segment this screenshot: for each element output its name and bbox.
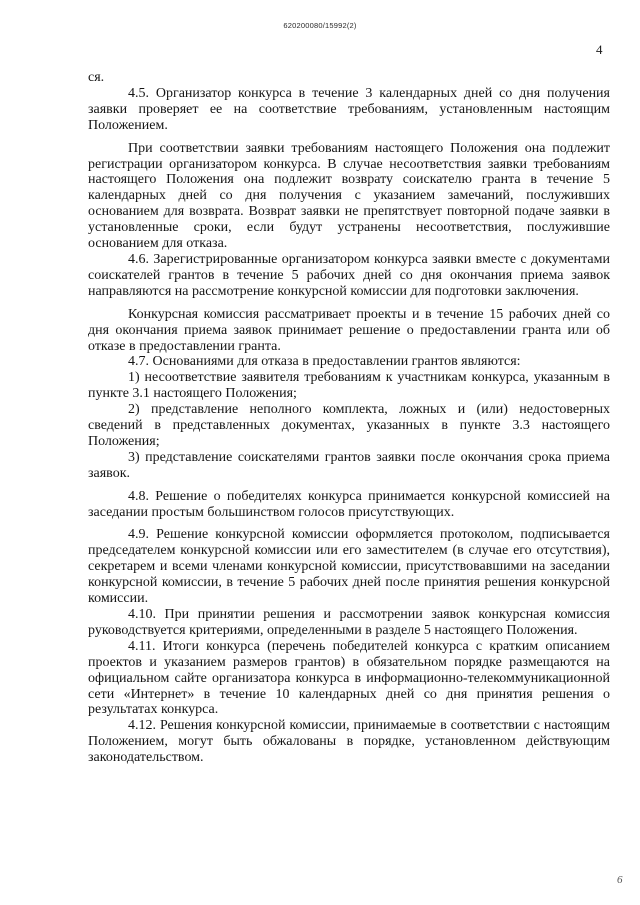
- page-number: 4: [596, 42, 603, 57]
- list-item-1: 1) несоответствие заявителя требованиям к участникам конкурса, указанным в пункте 3.1 настоящего Положения;: [88, 370, 610, 402]
- paragraph-4-5: 4.5. Организатор конкурса в течение 3 календарных дней со дня получения заявки проверяет ее на соответствие требованиям, установленным настоящим Положением.: [88, 85, 610, 133]
- document-body: [88, 70, 610, 766]
- list-item-2: 2) представление неполного комплекта, ложных и (или) недостоверных сведений в представленных документах, указанных в пункте 3.3 настоящего Положения;: [88, 402, 610, 449]
- paragraph-4-8: 4.8. Решение о победителях конкурса принимается конкурсной комиссией на заседании простым большинством голосов присутствующих.: [88, 488, 610, 520]
- paragraph-commission-review: Конкурсная комиссия рассматривает проекты и в течение 15 рабочих дней со дня окончания приема заявок принимает решение о предоставлении гранта или об отказе в предоставлении гранта.: [88, 306, 610, 354]
- list-item-3: 3) представление соискателями грантов заявки после окончания срока приема заявок.: [88, 449, 610, 481]
- paragraph-registration: При соответствии заявки требованиям настоящего Положения она подлежит регистрации организатором конкурса. В случае несоответствия заявки требованиям настоящего Положения она подлежит возврату соискателю гранта в течение 5 календарных дней со дня получения с указанием замечаний, послуживших основанием для возврата. Возврат заявки не препятствует повторной подаче заявки в установленные сроки, если будут устранены несоответствия, послужившие основанием для отказа.: [88, 140, 610, 252]
- paragraph-4-7: 4.7. Основаниями для отказа в предоставлении грантов являются:: [128, 354, 521, 370]
- corner-handwritten-mark: 6: [617, 874, 623, 886]
- paragraph-4-10: 4.10. При принятии решения и рассмотрении заявок конкурсная комиссия руководствуется критериями, определенными в разделе 5 настоящего Положения.: [88, 607, 610, 638]
- paragraph-continuation: ся.: [88, 70, 105, 85]
- document-id: 620200080/15992(2): [283, 21, 357, 30]
- paragraph-4-9: 4.9. Решение конкурсной комиссии оформляется протоколом, подписывается председателем конкурсной комиссии или его заместителем (в случае его отсутствия), секретарем и всеми членами конкурсной комиссии, присутствовавшими на заседании конкурсной комиссии, в течение 5 рабочих дней после принятия решения конкурсной комиссии.: [88, 527, 610, 607]
- paragraph-4-11: 4.11. Итоги конкурса (перечень победителей конкурса с кратким описанием проектов и указанием размеров грантов) в обязательном порядке размещаются на официальном сайте организатора конкурса в информационно-телекоммуникационной сети «Интернет» в течение 10 календарных дней со дня принятия решения о результатах конкурса.: [88, 638, 610, 718]
- paragraph-4-6: 4.6. Зарегистрированные организатором конкурса заявки вместе с документами соискателей грантов в течение 5 рабочих дней со дня окончания приема заявок направляются на рассмотрение конкурсной комиссии для подготовки заключения.: [88, 251, 610, 299]
- paragraph-4-12: 4.12. Решения конкурсной комиссии, принимаемые в соответствии с настоящим Положением, могут быть обжалованы в порядке, установленном действующим законодательством.: [88, 718, 610, 766]
